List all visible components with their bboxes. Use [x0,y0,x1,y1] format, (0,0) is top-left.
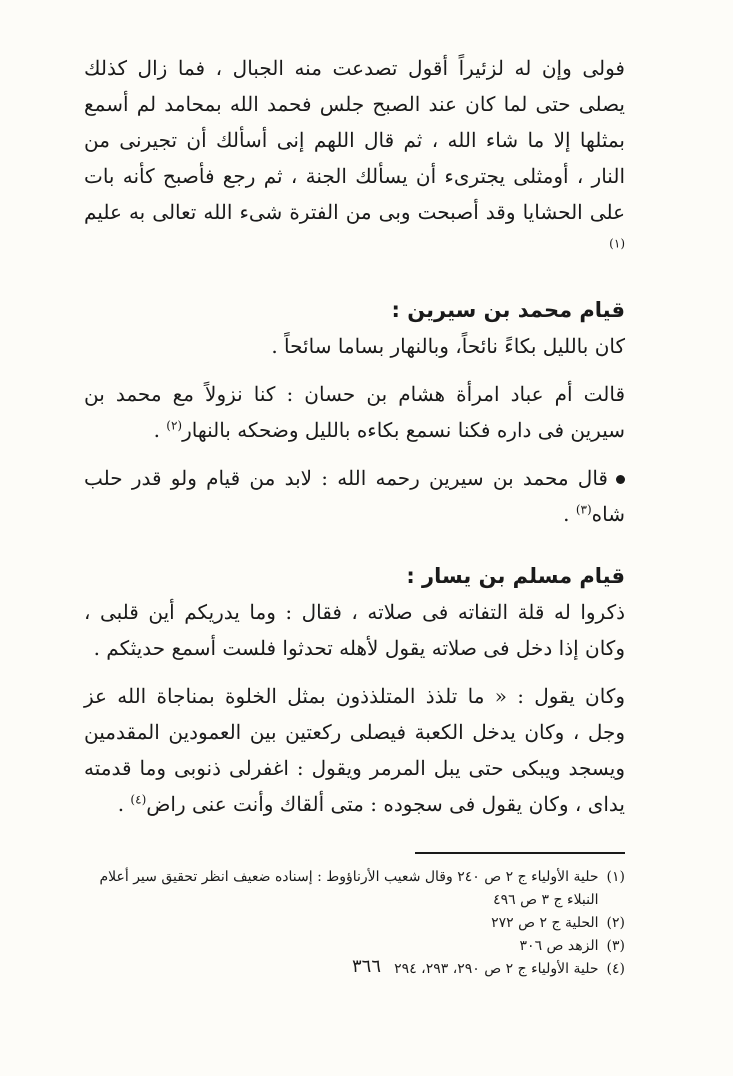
paragraph-text: قالت أم عباد امرأة هشام بن حسان : كنا نزولاً مع محمد بن سيرين فى داره فكنا نسمع بكاءه بالليل وضحكه بالنهار [84,382,625,442]
paragraph-text: قال محمد بن سيرين رحمه الله : لابد من قيام ولو قدر حلب شاه [84,466,625,526]
footnote-item [84,912,625,935]
footnote-text: حلية الأولياء ج ٢ ص ٢٤٠ وقال شعيب الأرناؤوط : إسناده ضعيف انظر تحقيق سير أعلام النبلاء ج ٣ ص ٤٩٦ [99,869,599,908]
footnote-marker: (٢) [166,418,183,433]
footnote-item [84,935,625,958]
section-ibn-sirin [84,292,625,532]
paragraph [84,678,625,822]
footnote-text: الزهد ص ٣٠٦ [519,938,599,954]
footnote-marker: (٣) [575,502,592,517]
paragraph: كان بالليل بكاءً نائحاً، وبالنهار بساما سائحاً . [271,334,625,358]
footnote-marker: (٤) [130,792,147,807]
bullet-paragraph [84,460,625,532]
section-muslim-ibn-yasar [84,558,625,822]
footnote-number: (١) [606,869,625,885]
section-heading: قيام مسلم بن يسار : [406,564,625,588]
opening-paragraph [84,50,625,266]
paragraph-text: فولى وإن له لزئيراً أقول تصدعت منه الجبال ، فما زال كذلك يصلى حتى لما كان عند الصبح جلس فحمد الله بمحامد لم أسمع بمثلها إلا ما شاء الله ، ثم قال اللهم إنى أسألك أن تجيرنى من النار ، أومثلى يجترىء أن يسألك الجنة ، ثم رجع فأصبح كأنه بات على الحشايا وقد أصبحت وبى من الفترة شىء الله تعالى به عليم [84,56,625,224]
footnote-number: (٢) [606,915,625,931]
footnote-divider [415,852,625,854]
paragraph-end: . [563,502,576,526]
paragraph-text: وكان يقول : « ما تلذذ المتلذذون بمثل الخلوة بمناجاة الله عز وجل ، وكان يدخل الكعبة فيصلى ركعتين بين العمودين المقدمين ويسجد ويبكى حتى يبل المرمر ويقول : اغفرلى ذنوبى وما قدمته يداى ، وكان يقول فى سجوده : متى ألقاك وأنت عنى راض [84,684,625,816]
bullet-icon [616,475,625,484]
footnote-number: (٤) [606,961,625,977]
footnote-number: (٣) [606,938,625,954]
footnote-item [84,866,625,912]
paragraph-end: . [117,792,131,816]
paragraph-end: . [153,418,167,442]
footnote-marker: (١) [609,236,625,251]
paragraph: ذكروا له قلة التفاته فى صلاته ، فقال : وما يدريكم أين قلبى ، وكان إذا دخل فى صلاته يقول لأهله تحدثوا فلست أسمع حديثكم . [84,600,625,660]
section-heading: قيام محمد بن سيرين : [391,298,625,322]
footnote-text: الحلية ج ٢ ص ٢٧٢ [491,915,599,931]
paragraph [84,376,625,448]
footnote-text: حلية الأولياء ج ٢ ص ٢٩٠، ٢٩٣، ٢٩٤ [394,961,599,977]
page-number: ٣٦٦ [351,956,381,977]
